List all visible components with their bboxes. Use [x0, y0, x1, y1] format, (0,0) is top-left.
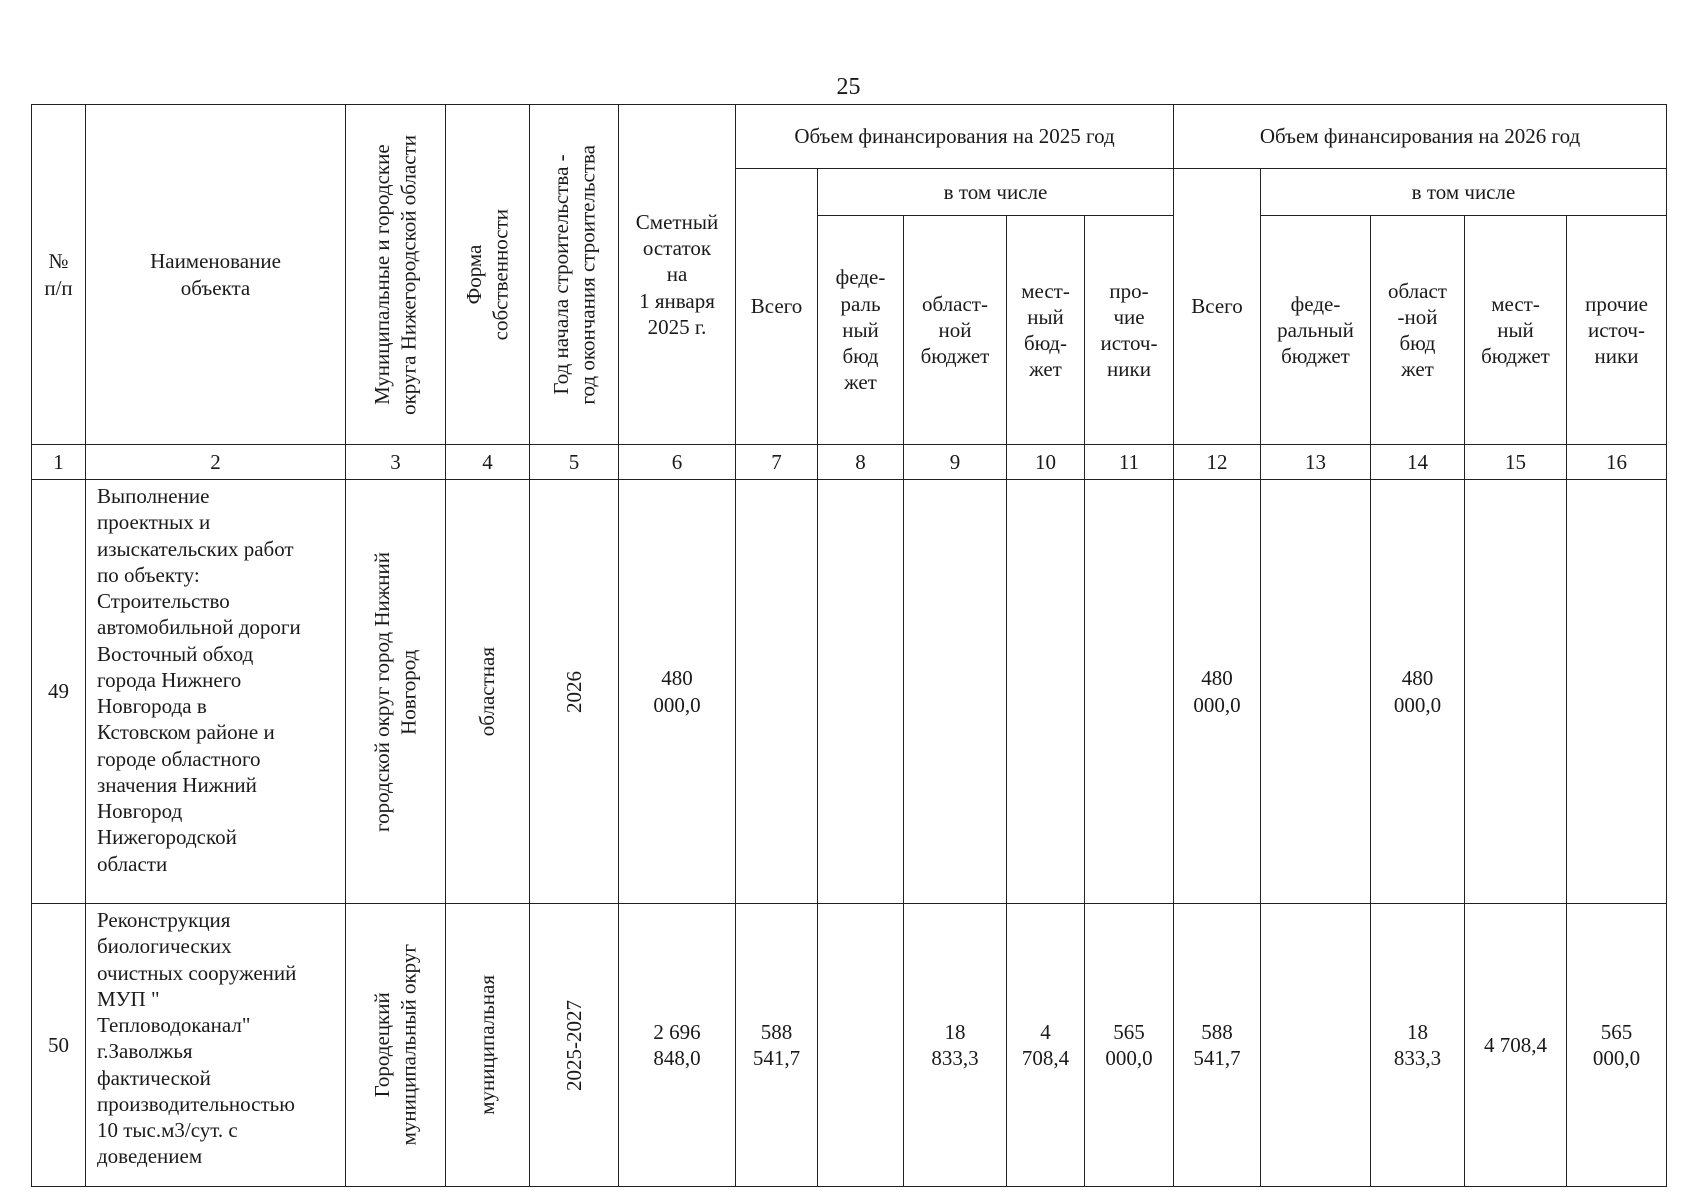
- text-line: Выполнение: [97, 484, 210, 508]
- text-line: про-: [1109, 278, 1149, 303]
- row-municipal: [346, 480, 446, 904]
- text-line: ной: [938, 317, 972, 342]
- text-line: Год начала строительства -: [548, 154, 573, 395]
- row-municipal: [346, 904, 446, 1187]
- header-2025-regional: [904, 216, 1007, 445]
- row-2026-regional: [1371, 480, 1465, 904]
- text-line: Сметный: [635, 209, 719, 234]
- row-remainder: [619, 480, 736, 904]
- text-line: 541,7: [1193, 1046, 1241, 1070]
- text-line: бюд-: [1024, 331, 1067, 355]
- column-number: 16: [1567, 445, 1667, 480]
- text-line: ники: [1594, 344, 1639, 369]
- text-line: 708,4: [1021, 1046, 1070, 1070]
- text-line: области: [97, 851, 168, 876]
- text-line: 848,0: [653, 1046, 701, 1070]
- row-years: 2025-2027: [530, 904, 619, 1187]
- column-number: 2: [86, 445, 346, 480]
- row-2026-local: [1465, 904, 1567, 1187]
- header-2026-including: в том числе: [1261, 169, 1667, 216]
- row-2026-regional: [1371, 904, 1465, 1187]
- header-municipal: [346, 105, 446, 445]
- text-line: Нижегородской: [97, 825, 237, 850]
- text-line: проектных и: [97, 510, 211, 535]
- text-line: 000,0: [1393, 692, 1442, 717]
- text-line: 565: [1600, 1019, 1633, 1044]
- text-line: округа Нижегородской области: [396, 134, 421, 415]
- row-2025-federal: [818, 904, 904, 1187]
- text-line: остаток: [642, 236, 712, 261]
- header-2025-including: в том числе: [818, 169, 1174, 216]
- text-line: п/п: [44, 275, 73, 300]
- text-line: 10 тыс.м3/сут. с: [97, 1118, 238, 1142]
- text-line: 541,7: [752, 1046, 801, 1070]
- column-number: 13: [1261, 445, 1371, 480]
- column-number-row: [32, 445, 1667, 480]
- text-line: ный: [1027, 304, 1064, 329]
- text-line: биологических: [97, 934, 232, 959]
- text-line: жет: [1401, 357, 1434, 382]
- text-line: значения Нижний: [97, 772, 257, 797]
- text-line: Муниципальные и городские: [370, 144, 395, 405]
- header-group-2025: Объем финансирования на 2025 год: [736, 105, 1174, 169]
- row-no: 49: [32, 480, 86, 904]
- text-line: доведением: [97, 1144, 203, 1169]
- text-line: 588: [1201, 1019, 1233, 1044]
- row-2025-regional: [904, 480, 1007, 904]
- text-line: ники: [1107, 357, 1151, 382]
- text-line: раль: [840, 291, 881, 316]
- text-line: 1 января: [639, 288, 715, 313]
- row-2025-total: [736, 480, 818, 904]
- column-number: 5: [530, 445, 619, 480]
- text-line: мест-: [1021, 278, 1070, 303]
- text-line: бюд: [842, 344, 879, 369]
- text-line: Новгород: [396, 648, 421, 735]
- text-line: 000,0: [653, 692, 701, 717]
- row-2025-total: [736, 904, 818, 1187]
- column-number: 11: [1085, 445, 1174, 480]
- text-line: бюджет: [1281, 344, 1350, 369]
- column-number: 14: [1371, 445, 1465, 480]
- text-line: объекта: [180, 275, 251, 300]
- row-years: 2026: [530, 480, 619, 904]
- row-no: 50: [32, 904, 86, 1187]
- header-2026-federal: [1261, 216, 1371, 445]
- text-line: городской округ город Нижний: [370, 551, 395, 832]
- text-line: год окончания строительства: [575, 144, 599, 405]
- text-line: очистных сооружений: [97, 960, 297, 985]
- text-line: 18: [944, 1019, 966, 1044]
- header-name: [86, 105, 346, 445]
- text-line: Новгород: [97, 799, 183, 823]
- column-number: 9: [904, 445, 1007, 480]
- header-no: [32, 105, 86, 445]
- row-2025-other: [1085, 480, 1174, 904]
- page-number: 25: [836, 74, 861, 100]
- row-2025-regional: [904, 904, 1007, 1187]
- text-line: 000,0: [1105, 1046, 1153, 1070]
- text-line: муниципальный округ: [396, 944, 421, 1146]
- text-line: 18: [1407, 1019, 1428, 1044]
- text-line: собственности: [488, 208, 513, 341]
- row-name: [86, 904, 346, 1187]
- header-group-2026: Объем финансирования на 2026 год: [1174, 105, 1667, 169]
- text-line: Восточный обход: [97, 641, 254, 666]
- text-line: чие: [1113, 304, 1145, 329]
- text-line: жет: [1029, 357, 1062, 382]
- text-line: бюджет: [1481, 344, 1550, 369]
- column-number: 6: [619, 445, 736, 480]
- text-line: феде-: [835, 265, 886, 290]
- column-number: 7: [736, 445, 818, 480]
- text-line: автомобильной дороги: [97, 615, 301, 640]
- text-line: производительностью: [97, 1091, 295, 1116]
- row-ownership: областная: [446, 480, 530, 904]
- text-line: по объекту:: [97, 562, 200, 587]
- row-name: [86, 480, 346, 904]
- text-line: Новгорода в: [97, 694, 207, 718]
- row-ownership: муниципальная: [446, 904, 530, 1187]
- table-row: [32, 904, 1667, 1187]
- row-2026-federal: [1261, 904, 1371, 1187]
- column-number: 1: [32, 445, 86, 480]
- text-line: 2 696: [653, 1019, 701, 1044]
- text-line: прочие: [1585, 291, 1648, 316]
- text-line: -ной: [1397, 304, 1438, 329]
- text-line: 4 708,4: [1484, 1032, 1547, 1057]
- text-line: 833,3: [1393, 1046, 1442, 1070]
- text-line: фактической: [97, 1065, 211, 1090]
- text-line: источ-: [1100, 331, 1158, 355]
- financing-table: [31, 104, 1667, 1187]
- column-number: 10: [1007, 445, 1085, 480]
- text-line: Наименование: [150, 249, 281, 274]
- row-2026-total: [1174, 904, 1261, 1187]
- row-2026-total: [1174, 480, 1261, 904]
- row-2026-other: [1567, 480, 1667, 904]
- text-line: ральный: [1277, 317, 1354, 342]
- text-line: 480: [1201, 666, 1233, 691]
- row-2025-federal: [818, 480, 904, 904]
- row-2026-federal: [1261, 480, 1371, 904]
- row-remainder: [619, 904, 736, 1187]
- text-line: 833,3: [931, 1046, 979, 1070]
- text-line: на: [666, 262, 688, 287]
- text-line: феде-: [1290, 291, 1341, 316]
- text-line: Городецкий: [370, 992, 395, 1098]
- text-line: мест-: [1491, 291, 1540, 316]
- text-line: МУП ": [97, 986, 160, 1011]
- text-line: изыскательских работ: [97, 536, 294, 561]
- text-line: Реконструкция: [97, 908, 231, 932]
- text-line: Кстовском районе и: [97, 720, 275, 745]
- text-line: источ-: [1588, 317, 1645, 342]
- header-2026-local: [1465, 216, 1567, 445]
- text-line: бюд: [1399, 331, 1436, 355]
- text-line: ный: [842, 317, 879, 342]
- text-line: 565: [1113, 1019, 1145, 1044]
- text-line: жет: [844, 370, 877, 395]
- column-number: 8: [818, 445, 904, 480]
- text-line: бюджет: [920, 344, 990, 369]
- header-2026-total: Всего: [1174, 169, 1261, 445]
- text-line: города Нижнего: [97, 667, 242, 692]
- text-line: городе областного: [97, 746, 261, 771]
- header-2026-regional: [1371, 216, 1465, 445]
- text-line: област-: [922, 291, 988, 316]
- column-number: 3: [346, 445, 446, 480]
- row-2026-other: [1567, 904, 1667, 1187]
- column-number: 12: [1174, 445, 1261, 480]
- row-2026-local: [1465, 480, 1567, 904]
- header-years: [530, 105, 619, 445]
- header-ownership: [446, 105, 530, 445]
- table-row: [32, 480, 1667, 904]
- text-line: 480: [1401, 666, 1434, 691]
- text-line: 4: [1040, 1019, 1051, 1044]
- text-line: Тепловодоканал": [97, 1013, 251, 1037]
- text-line: 000,0: [1592, 1046, 1641, 1070]
- text-line: 588: [760, 1019, 793, 1044]
- column-number: 4: [446, 445, 530, 480]
- text-line: Строительство: [97, 589, 230, 613]
- text-line: г.Заволжья: [97, 1039, 193, 1064]
- header-2025-total: Всего: [736, 169, 818, 445]
- row-2025-local: [1007, 904, 1085, 1187]
- text-line: 2025 г.: [647, 314, 707, 339]
- column-number: 15: [1465, 445, 1567, 480]
- row-2025-local: [1007, 480, 1085, 904]
- text-line: ный: [1497, 317, 1534, 342]
- text-line: Форма: [462, 244, 487, 305]
- header-2025-federal: [818, 216, 904, 445]
- header-2025-local: [1007, 216, 1085, 445]
- header-2025-other: [1085, 216, 1174, 445]
- row-2025-other: [1085, 904, 1174, 1187]
- header-remainder: [619, 105, 736, 445]
- text-line: 000,0: [1193, 692, 1241, 717]
- text-line: №: [48, 249, 69, 274]
- text-line: 480: [661, 666, 693, 691]
- text-line: област: [1388, 278, 1447, 303]
- header-2026-other: [1567, 216, 1667, 445]
